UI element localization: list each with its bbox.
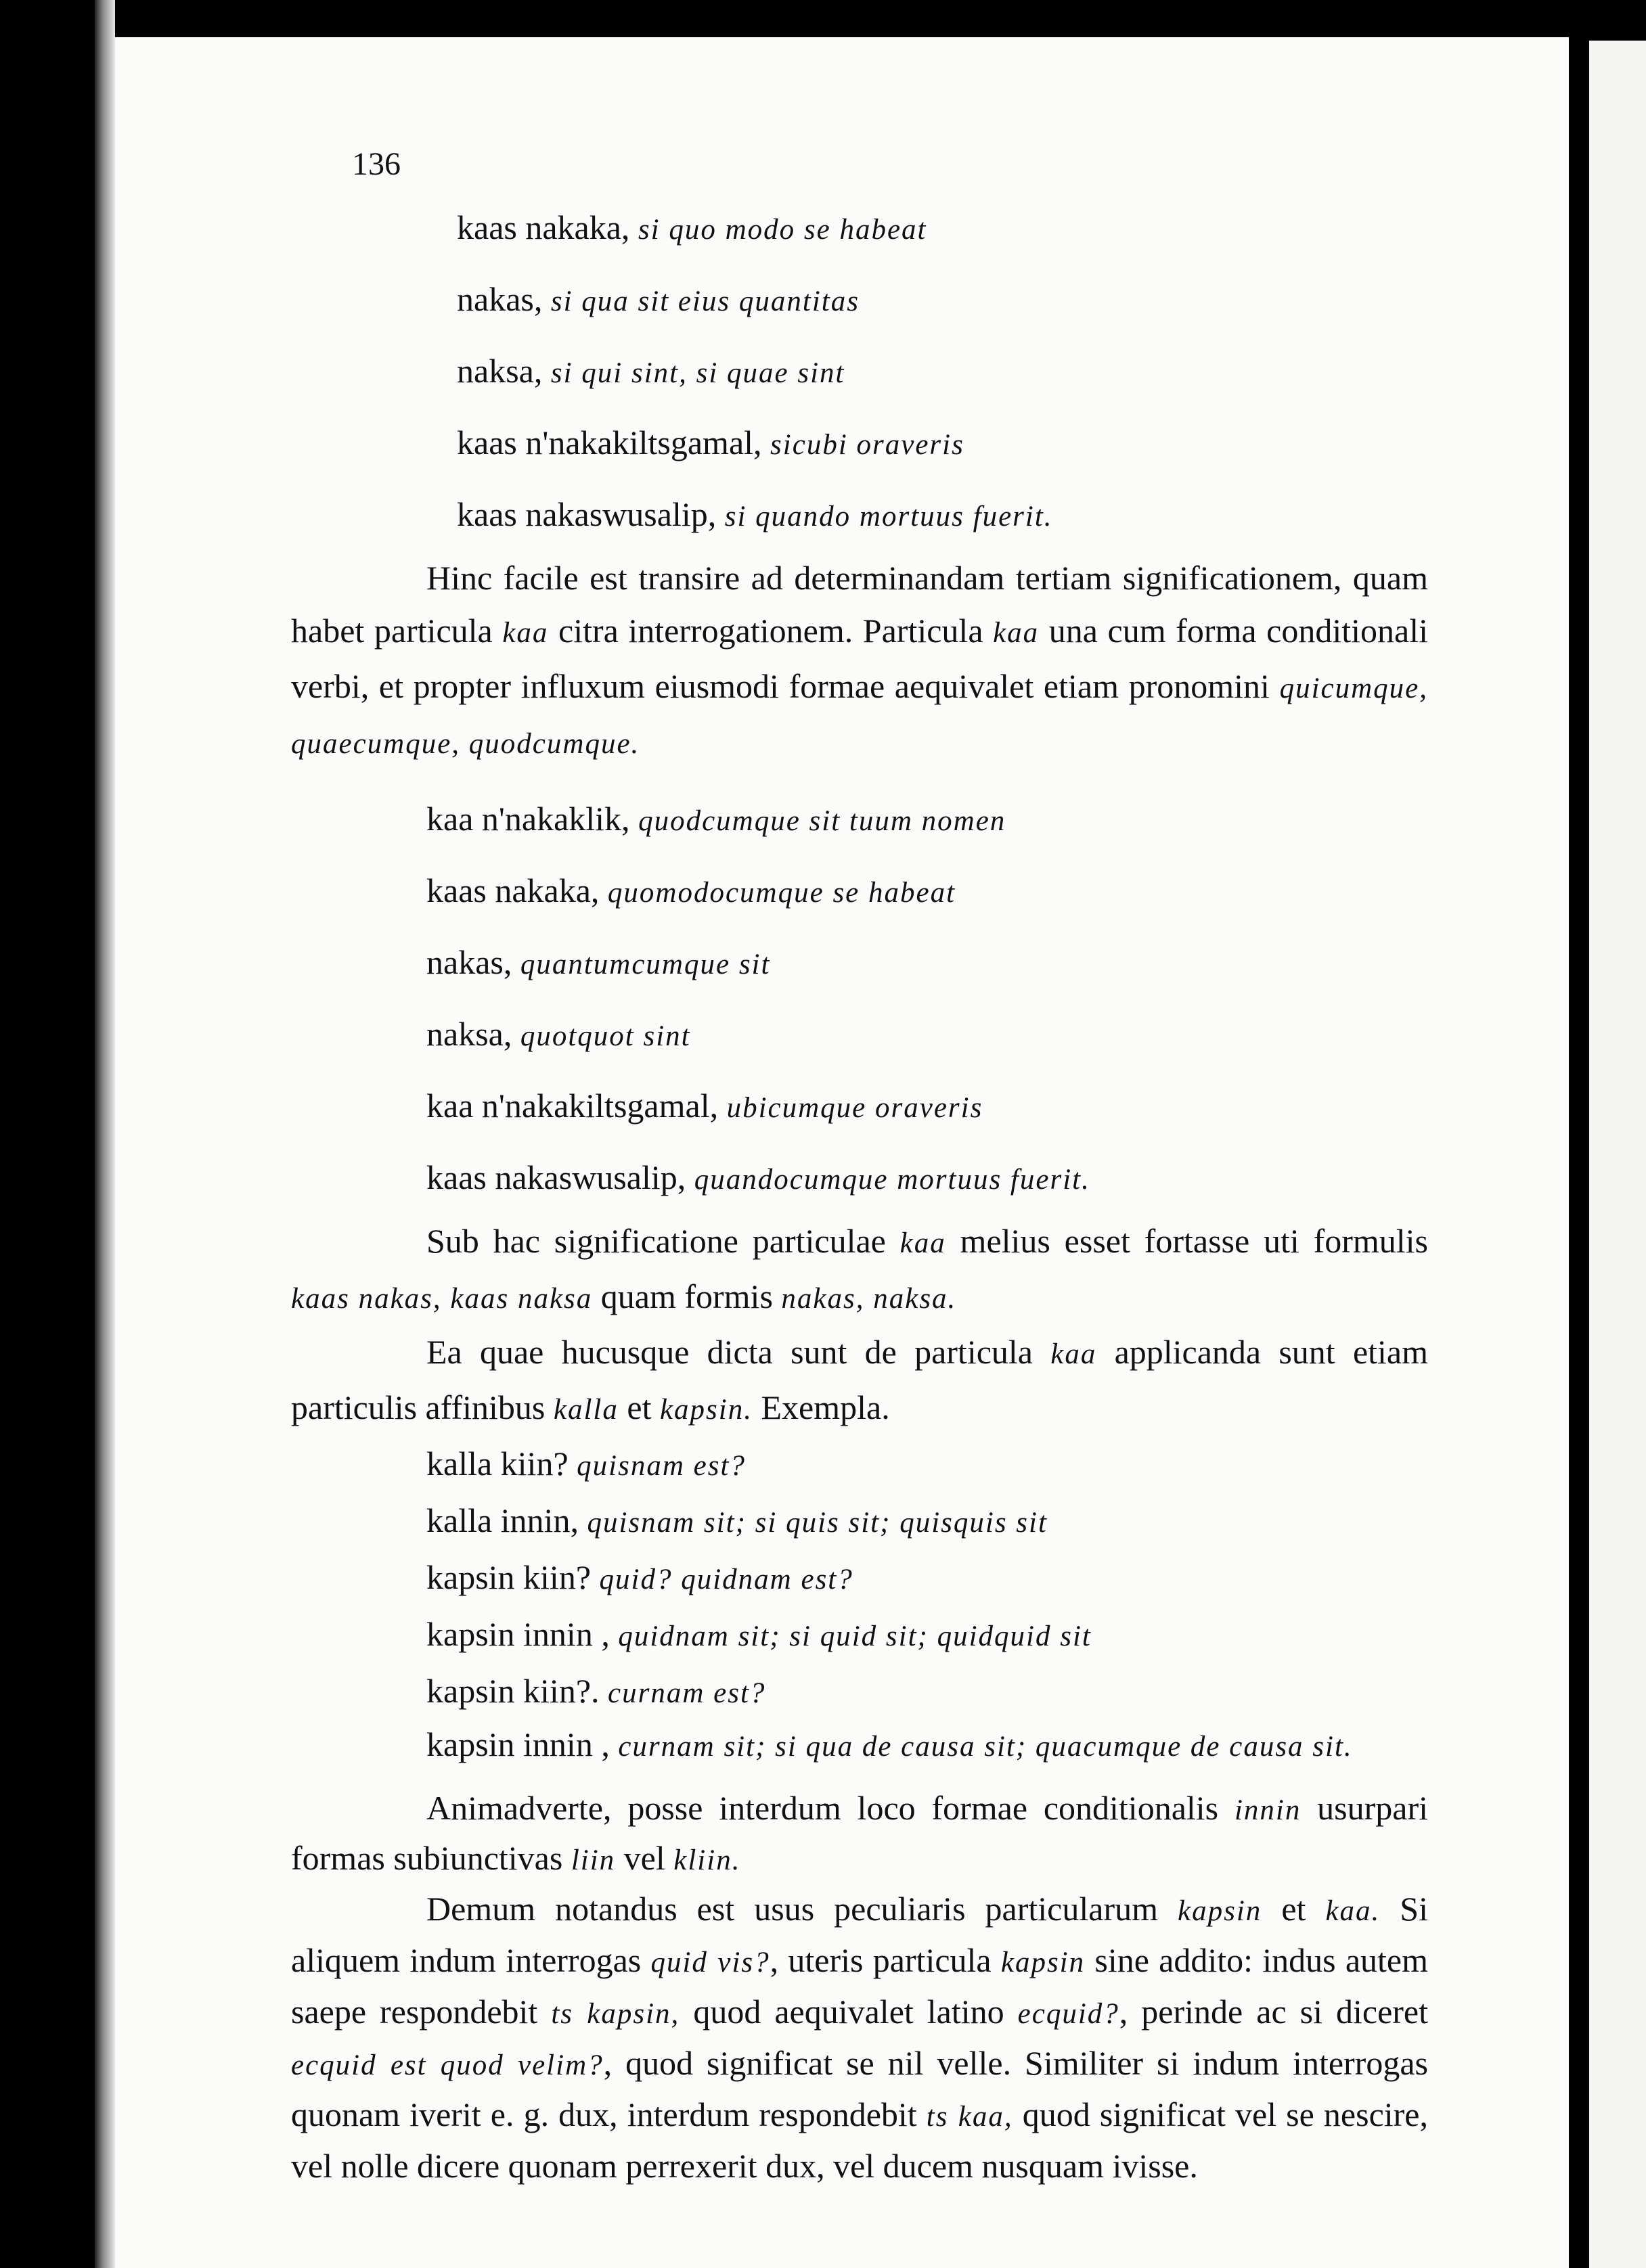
example-line: kaas nakaka, si quo modo se habeat xyxy=(457,208,927,246)
example-line: kaa n'nakaklik, quodcumque sit tuum nomen xyxy=(426,800,1006,838)
scan-border-top xyxy=(0,0,1646,41)
example-line: kaas n'nakakiltsgamal, sicubi oraveris xyxy=(457,424,964,461)
page-number: 136 xyxy=(352,146,401,182)
example-line: naksa, si qui sint, si quae sint xyxy=(457,352,845,390)
example-line: kapsin kiin?. curnam est? xyxy=(426,1672,766,1710)
example-line: kapsin kiin? quid? quidnam est? xyxy=(426,1558,853,1596)
example-line: nakas, quantumcumque sit xyxy=(426,943,771,981)
page-gutter-shadow xyxy=(95,0,115,2268)
paragraph-1: Hinc facile est transire ad determinandam tertiam significationem, quam habet particula kaa citra interrogationem. Particula kaa una cum forma conditionali verbi, et propter influxum eiusmodi formae aequivalet etiam pronomini quicumque, quaecumque, quodcumque. xyxy=(291,559,1428,760)
example-line: kaas nakaswusalip, quandocumque mortuus fuerit. xyxy=(426,1158,1090,1196)
paragraph-5: Demum notandus est usus peculiaris particularum kapsin et kaa. Si aliquem indum interrogas quid vis?, uteris particula kapsin sine addito: indus autem saepe respondebit ts kapsin, quod aequivalet latino ecquid?, perinde ac si diceret ecquid est quod velim?, quod significat se nil velle. Similiter si indum interrogas quonam iverit e. g. dux, interdum respondebit ts kaa, quod significat vel se nescire, vel nolle dicere quonam perrexerit dux, vel ducem nusquam ivisse. xyxy=(291,1890,1429,2185)
example-line: kalla innin, quisnam sit; si quis sit; quisquis sit xyxy=(426,1501,1048,1539)
example-block-2 xyxy=(291,784,1428,1215)
example-block-3 xyxy=(291,1436,1428,1771)
example-line: kapsin innin , quidnam sit; si quid sit; quidquid sit xyxy=(426,1615,1092,1653)
paragraph-3: Ea quae hucusque dicta sunt de particula kaa applicanda sunt etiam particulis affinibus kalla et kapsin. Exempla. xyxy=(291,1333,1428,1426)
page-text xyxy=(291,125,1428,2190)
example-line: kaas nakaka, quomodocumque se habeat xyxy=(426,871,956,909)
paragraph-2: Sub hac significatione particulae kaa melius esset fortasse uti formulis kaas nakas, kaas naksa quam formis nakas, naksa. xyxy=(291,1222,1428,1315)
facing-page-edge xyxy=(1589,41,1646,2268)
example-line: naksa, quotquot sint xyxy=(426,1015,691,1053)
paragraph-4: Animadverte, posse interdum loco formae conditionalis innin usurpari formas subiunctivas liin vel kliin. xyxy=(291,1789,1428,1877)
example-line: kaas nakaswusalip, si quando mortuus fuerit. xyxy=(457,495,1053,533)
example-line: kapsin innin , curnam sit; si qua de causa sit; quacumque de causa sit. xyxy=(426,1725,1353,1763)
example-line: nakas, si qua sit eius quantitas xyxy=(457,280,860,318)
example-line: kalla kiin? quisnam est? xyxy=(426,1445,746,1482)
example-line: kaa n'nakakiltsgamal, ubicumque oraveris xyxy=(426,1087,983,1125)
example-block-1 xyxy=(291,193,1428,551)
